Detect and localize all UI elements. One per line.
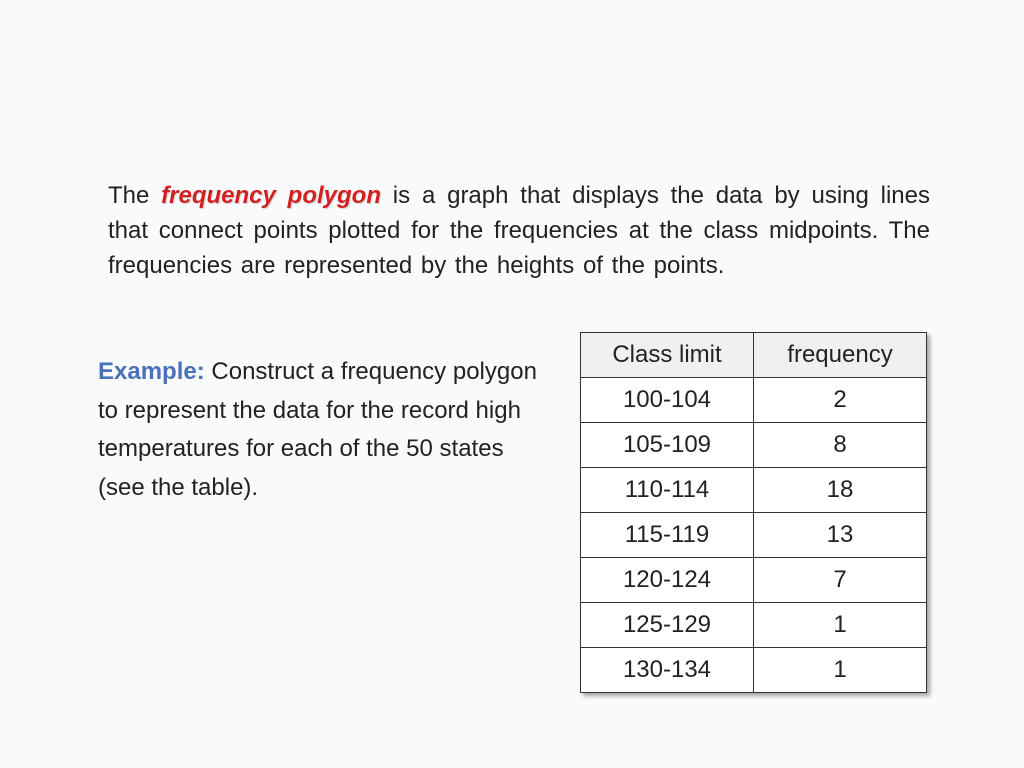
header-frequency: frequency <box>754 333 927 378</box>
frequency-cell: 13 <box>754 513 927 558</box>
table-row <box>581 468 927 513</box>
table-row <box>581 423 927 468</box>
table-header-row <box>581 333 927 378</box>
class-limit-cell: 125-129 <box>581 603 754 648</box>
example-paragraph <box>98 353 543 507</box>
table-row <box>581 558 927 603</box>
definition-prefix: The <box>108 182 162 209</box>
frequency-cell: 18 <box>754 468 927 513</box>
frequency-cell: 7 <box>754 558 927 603</box>
class-limit-cell: 100-104 <box>581 378 754 423</box>
frequency-cell: 1 <box>754 603 927 648</box>
table-row <box>581 513 927 558</box>
frequency-cell: 1 <box>754 648 927 693</box>
definition-paragraph <box>108 178 930 283</box>
frequency-cell: 2 <box>754 378 927 423</box>
class-limit-cell: 130-134 <box>581 648 754 693</box>
table-row <box>581 603 927 648</box>
example-text: Construct a frequency polygon to represent the data for the record high temperatures for each of the 50 states (see the table). <box>98 358 537 501</box>
header-class-limit: Class limit <box>581 333 754 378</box>
definition-term: frequency polygon <box>161 182 381 209</box>
class-limit-cell: 110-114 <box>581 468 754 513</box>
example-label: Example: <box>98 358 205 385</box>
definition-text: is a graph that displays the data by using lines that connect points plotted for the frequencies at the class midpoints. The frequencies are represented by the heights of the points. <box>108 182 931 279</box>
class-limit-cell: 105-109 <box>581 423 754 468</box>
class-limit-cell: 120-124 <box>581 558 754 603</box>
frequency-table <box>580 332 927 693</box>
table-row <box>581 648 927 693</box>
table-row <box>581 378 927 423</box>
frequency-cell: 8 <box>754 423 927 468</box>
class-limit-cell: 115-119 <box>581 513 754 558</box>
